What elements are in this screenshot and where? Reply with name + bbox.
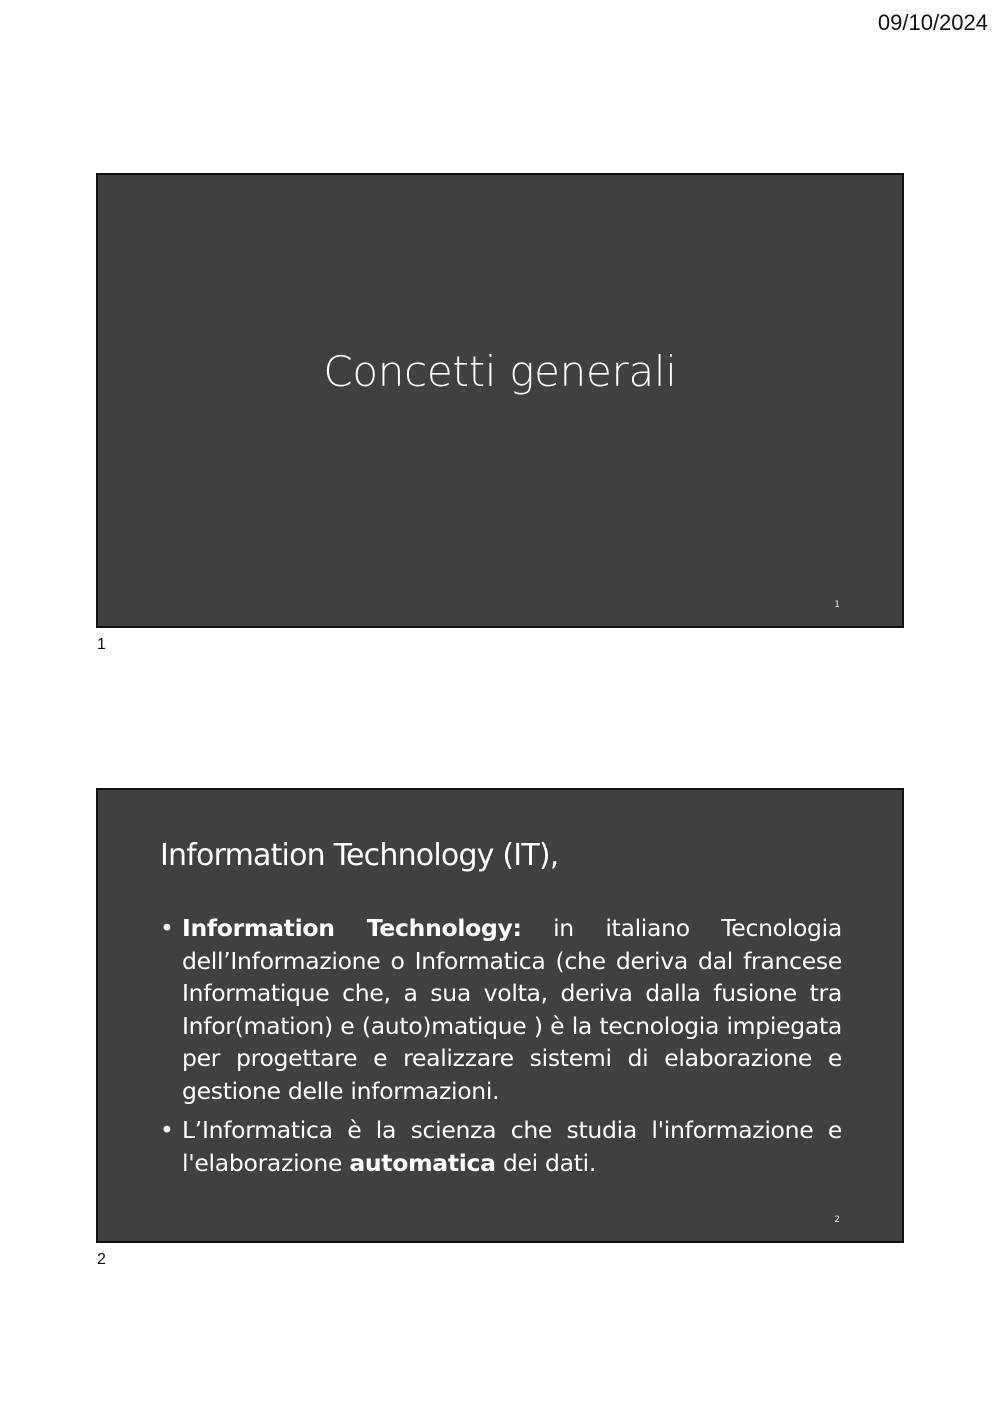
bullet-item [160, 1114, 842, 1179]
page-date: 09/10/2024 [877, 10, 988, 35]
slide-number: 1 [834, 600, 840, 610]
slide-title: Concetti generali [323, 347, 677, 396]
bullet-list [160, 912, 842, 1186]
bullet-text-after: dei dati. [495, 1148, 597, 1177]
slide-1 [96, 173, 904, 628]
bullet-dot-icon: • [160, 1116, 174, 1144]
page-slide-label: 1 [97, 636, 106, 653]
page-slide-label: 2 [97, 1251, 106, 1268]
slide-title: Information Technology (IT), [160, 838, 559, 873]
bullet-text-before: L’Informatica è la scienza che studia l'informazione e l'elaborazione [182, 1116, 842, 1177]
bullet-dot-icon: • [160, 914, 174, 942]
bullet-text: in italiano Tecnologia dell’Informazione o Informatica (che deriva dal francese Informatique che, a sua volta, deriva dalla fusione tra Infor(mation) e (auto)matique ) è la tecnologia impiegata per progettare e realizzare sistemi di elaborazione e gestione delle informazioni. [182, 914, 843, 1105]
slide-number: 2 [834, 1215, 840, 1225]
slide-2 [96, 788, 904, 1243]
bullet-bold-word: automatica [349, 1148, 496, 1177]
bullet-item [160, 912, 842, 1107]
bullet-bold-lead: Information Technology: [182, 914, 522, 942]
